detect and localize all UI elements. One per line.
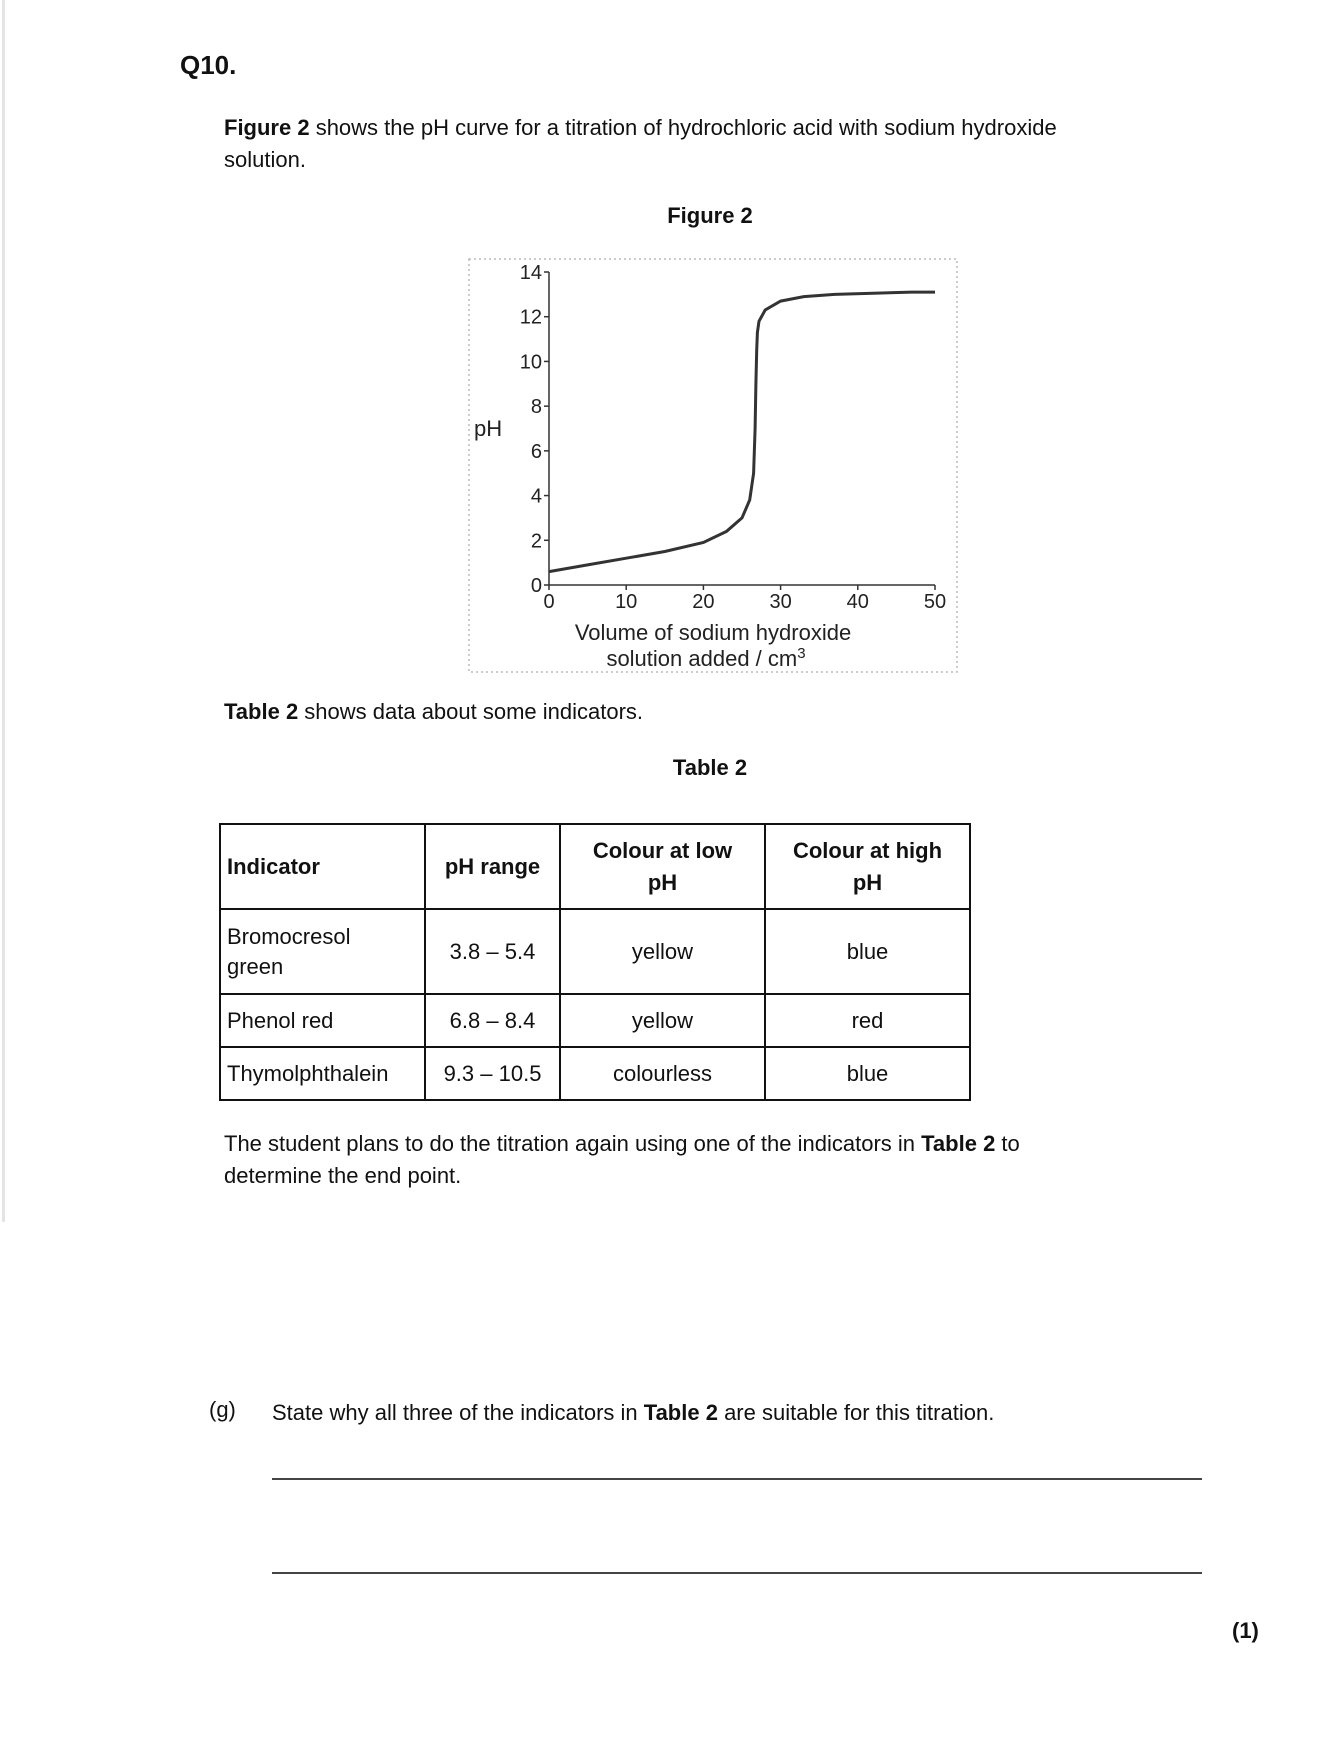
part-g-text-b: are suitable for this titration. <box>717 1400 995 1425</box>
intro-text-line1: shows the pH curve for a titration of hydrochloric acid with sodium hydroxide <box>309 115 1057 140</box>
x-axis-label-text: solution added / cm <box>606 646 798 671</box>
cell-colour-high: red <box>765 994 970 1047</box>
cell-indicator: Phenol red <box>220 994 425 1047</box>
cell-colour-high: blue <box>765 909 970 994</box>
x-tick-label: 40 <box>846 591 869 613</box>
y-tick-label: 0 <box>530 575 542 597</box>
y-tick-label: 4 <box>530 485 542 508</box>
cell-colour-low: colourless <box>560 1047 765 1100</box>
marks-label: (1) <box>1232 1618 1259 1643</box>
table-intro <box>224 696 643 728</box>
plan-text-a: The student plans to do the titration again using one of the indicators in <box>224 1131 922 1156</box>
answer-line-1[interactable] <box>272 1478 1202 1480</box>
header-colour-high: Colour at high pH <box>765 824 970 909</box>
table-intro-ref: Table 2 <box>224 699 299 724</box>
x-tick-label: 20 <box>692 591 715 613</box>
table-row <box>220 1047 970 1100</box>
y-tick-label: 10 <box>519 351 542 374</box>
y-tick-label: 8 <box>530 396 542 419</box>
header-indicator: Indicator <box>220 824 425 909</box>
cell-colour-low: yellow <box>560 909 765 994</box>
x-tick-label: 50 <box>923 591 947 613</box>
plan-text-b: to <box>995 1131 1020 1156</box>
part-g-question <box>272 1397 994 1429</box>
part-g-text-a: State why all three of the indicators in <box>272 1400 644 1425</box>
intro-text-line2: solution. <box>224 147 306 172</box>
header-ph-range: pH range <box>425 824 560 909</box>
x-tick-label: 10 <box>615 591 638 613</box>
x-axis-ticks <box>543 585 946 613</box>
ph-curve-line <box>549 292 935 571</box>
page-left-border <box>2 0 5 1222</box>
plan-paragraph <box>224 1128 1020 1192</box>
figure-caption: Figure 2 <box>667 203 753 228</box>
table-caption: Table 2 <box>672 755 748 780</box>
intro-figure-ref: Figure 2 <box>224 115 310 140</box>
y-axis-ticks <box>520 262 549 597</box>
header-colour-low: Colour at low pH <box>560 824 765 909</box>
x-tick-label: 30 <box>769 591 792 613</box>
indicator-table <box>219 823 971 1101</box>
x-axis-label-line1: Volume of sodium hydroxide <box>574 620 852 645</box>
cell-range: 9.3 – 10.5 <box>425 1047 560 1100</box>
x-tick-label: 0 <box>543 591 555 613</box>
y-tick-label: 12 <box>519 306 542 329</box>
answer-line-2[interactable] <box>272 1572 1202 1574</box>
cell-colour-low: yellow <box>560 994 765 1047</box>
y-axis-label: pH <box>474 416 503 441</box>
part-g-table-ref: Table 2 <box>643 1400 718 1425</box>
y-tick-label: 2 <box>530 530 542 553</box>
y-tick-label: 6 <box>530 440 542 463</box>
cell-indicator: Thymolphthalein <box>220 1047 425 1100</box>
table-row <box>220 994 970 1047</box>
cell-colour-high: blue <box>765 1047 970 1100</box>
plan-text-line2: determine the end point. <box>224 1163 462 1188</box>
cell-indicator: Bromocresol green <box>220 909 425 994</box>
table-header-row <box>220 824 970 909</box>
x-axis-label-superscript: 3 <box>797 645 806 662</box>
ph-curve-chart <box>468 258 958 673</box>
intro-paragraph <box>224 112 1057 176</box>
cell-range: 3.8 – 5.4 <box>425 909 560 994</box>
table-row <box>220 909 970 994</box>
table-intro-text: shows data about some indicators. <box>298 699 644 724</box>
part-g-label: (g) <box>209 1397 236 1422</box>
cell-range: 6.8 – 8.4 <box>425 994 560 1047</box>
y-tick-label: 14 <box>519 262 542 284</box>
plan-table-ref: Table 2 <box>921 1131 996 1156</box>
chart-axes <box>549 272 935 585</box>
question-number: Q10. <box>180 50 237 80</box>
x-axis-label-line2 <box>606 645 805 671</box>
